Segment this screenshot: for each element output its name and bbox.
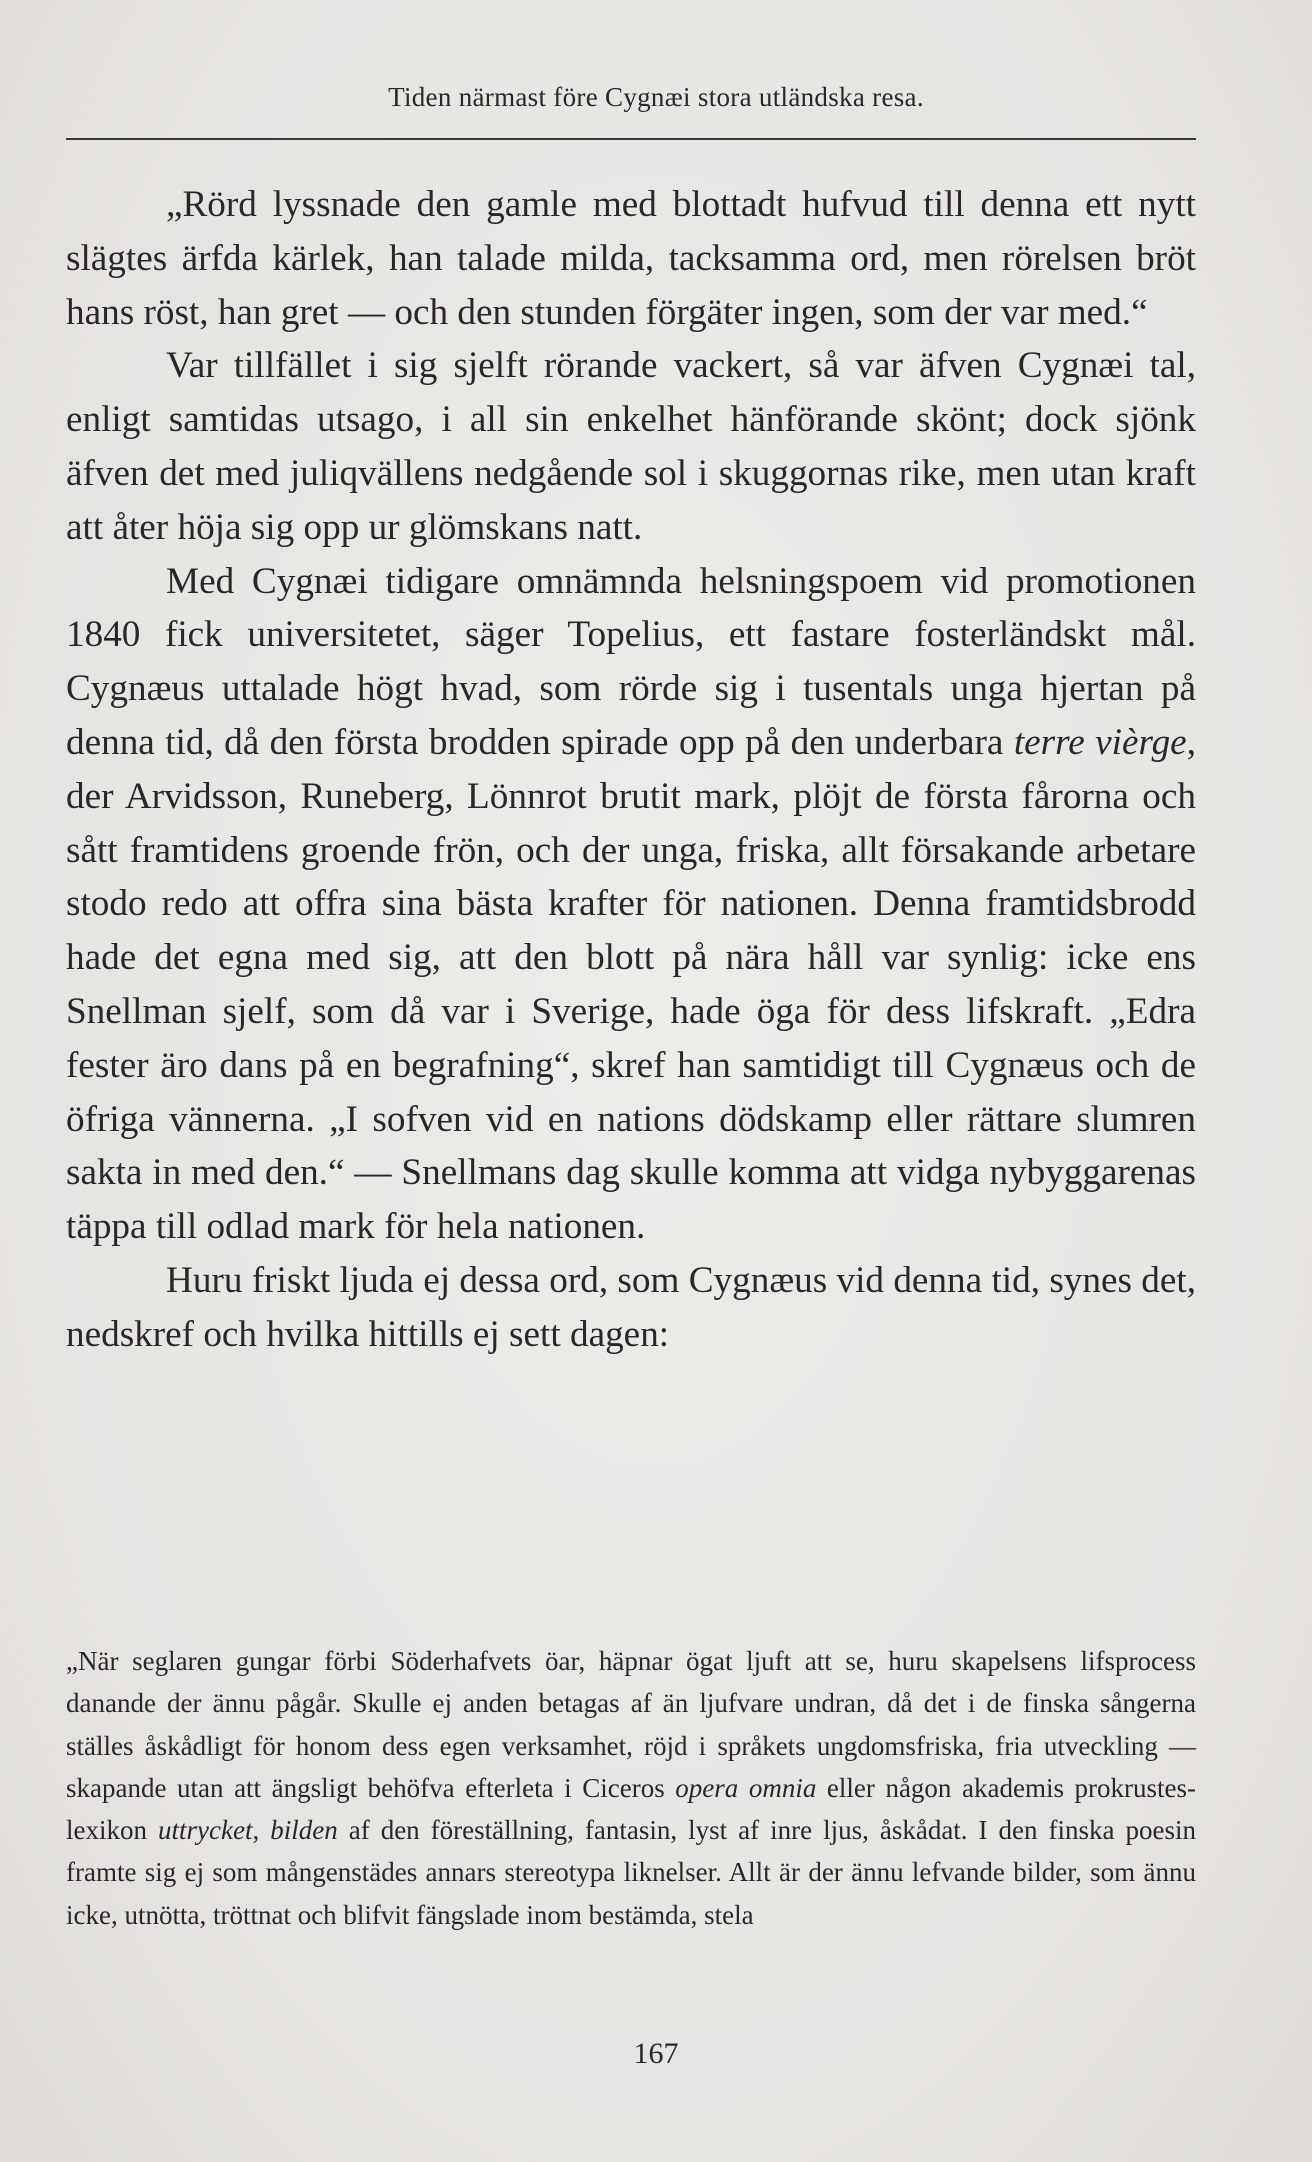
running-head: Tiden närmast före Cygnæi stora utländska resa. [388, 82, 924, 112]
paragraph-1: „Rörd lyssnade den gamle med blottadt hufvud till denna ett nytt slägtes ärfda kärlek, han talade milda, tacksamma ord, men rörelsen bröt hans röst, han gret — och den stunden förgäter ingen, som der var med.“ [66, 184, 1196, 333]
header-rule [66, 138, 1196, 140]
paragraph-4: Huru friskt ljuda ej dessa ord, som Cygnæus vid denna tid, synes det, nedskref och hvilka hittills ej sett dagen: [66, 1259, 1196, 1355]
block-quote [66, 1640, 1196, 1936]
page-number: 167 [633, 2037, 679, 2070]
quote-paragraph: „När seglaren gungar förbi Söderhafvets öar, häpnar ögat ljuft att se, huru skapelsens lifsprocess danande der ännu pågår. Skulle ej anden betagas af än ljufvare undran, då det i de finska sångerna ställes åskådligt för honom dess egen verksamhet, röjd i språkets ungdomsfriska, fria utveckling — skapande utan att ängsligt behöfva efterleta i Ciceros opera omnia eller någon akademis prokrustes-lexikon uttrycket, bilden af den föreställning, fantasin, lyst af inre ljus, åskådat. I den finska poesin framte sig ej som mångenstädes annars stereotypa liknelser. Allt är der ännu lefvande bilder, som ännu icke, utnötta, tröttnat och blifvit fängslade inom bestämda, stela [66, 1646, 1197, 1930]
main-text [66, 178, 1196, 1362]
paragraph-2: Var tillfället i sig sjelft rörande vackert, så var äfven Cygnæi tal, enligt samtidas utsago, i all sin enkelhet hänförande skönt; dock sjönk äfven det med juliqvällens nedgående sol i skuggornas rike, men utan kraft att åter höja sig opp ur glömskans natt. [66, 345, 1196, 548]
paragraph-3: Med Cygnæi tidigare omnämnda helsningspoem vid promotionen 1840 fick universitetet, säger Topelius, ett fastare fosterländskt mål. Cygnæus uttalade högt hvad, som rörde sig i tusentals unga hjertan på denna tid, då den första brodden spirade opp på den underbara terre vièrge, der Arvidsson, Runeberg, Lönnrot brutit mark, plöjt de första fårorna och sått framtidens groende frön, och der unga, friska, allt försakande arbetare stodo redo att offra sina bästa krafter för nationen. Denna framtidsbrodd hade det egna med sig, att den blott på nära håll var synlig: icke ens Snellman sjelf, som då var i Sverige, hade öga för dess lifskraft. „Edra fester äro dans på en begrafning“, skref han samtidigt till Cygnæus och de öfriga vännerna. „I sofven vid en nations dödskamp eller rättare slumren sakta in med den.“ — Snellmans dag skulle komma att vidga nybyggarenas täppa till odlad mark för hela nationen. [66, 560, 1196, 1248]
